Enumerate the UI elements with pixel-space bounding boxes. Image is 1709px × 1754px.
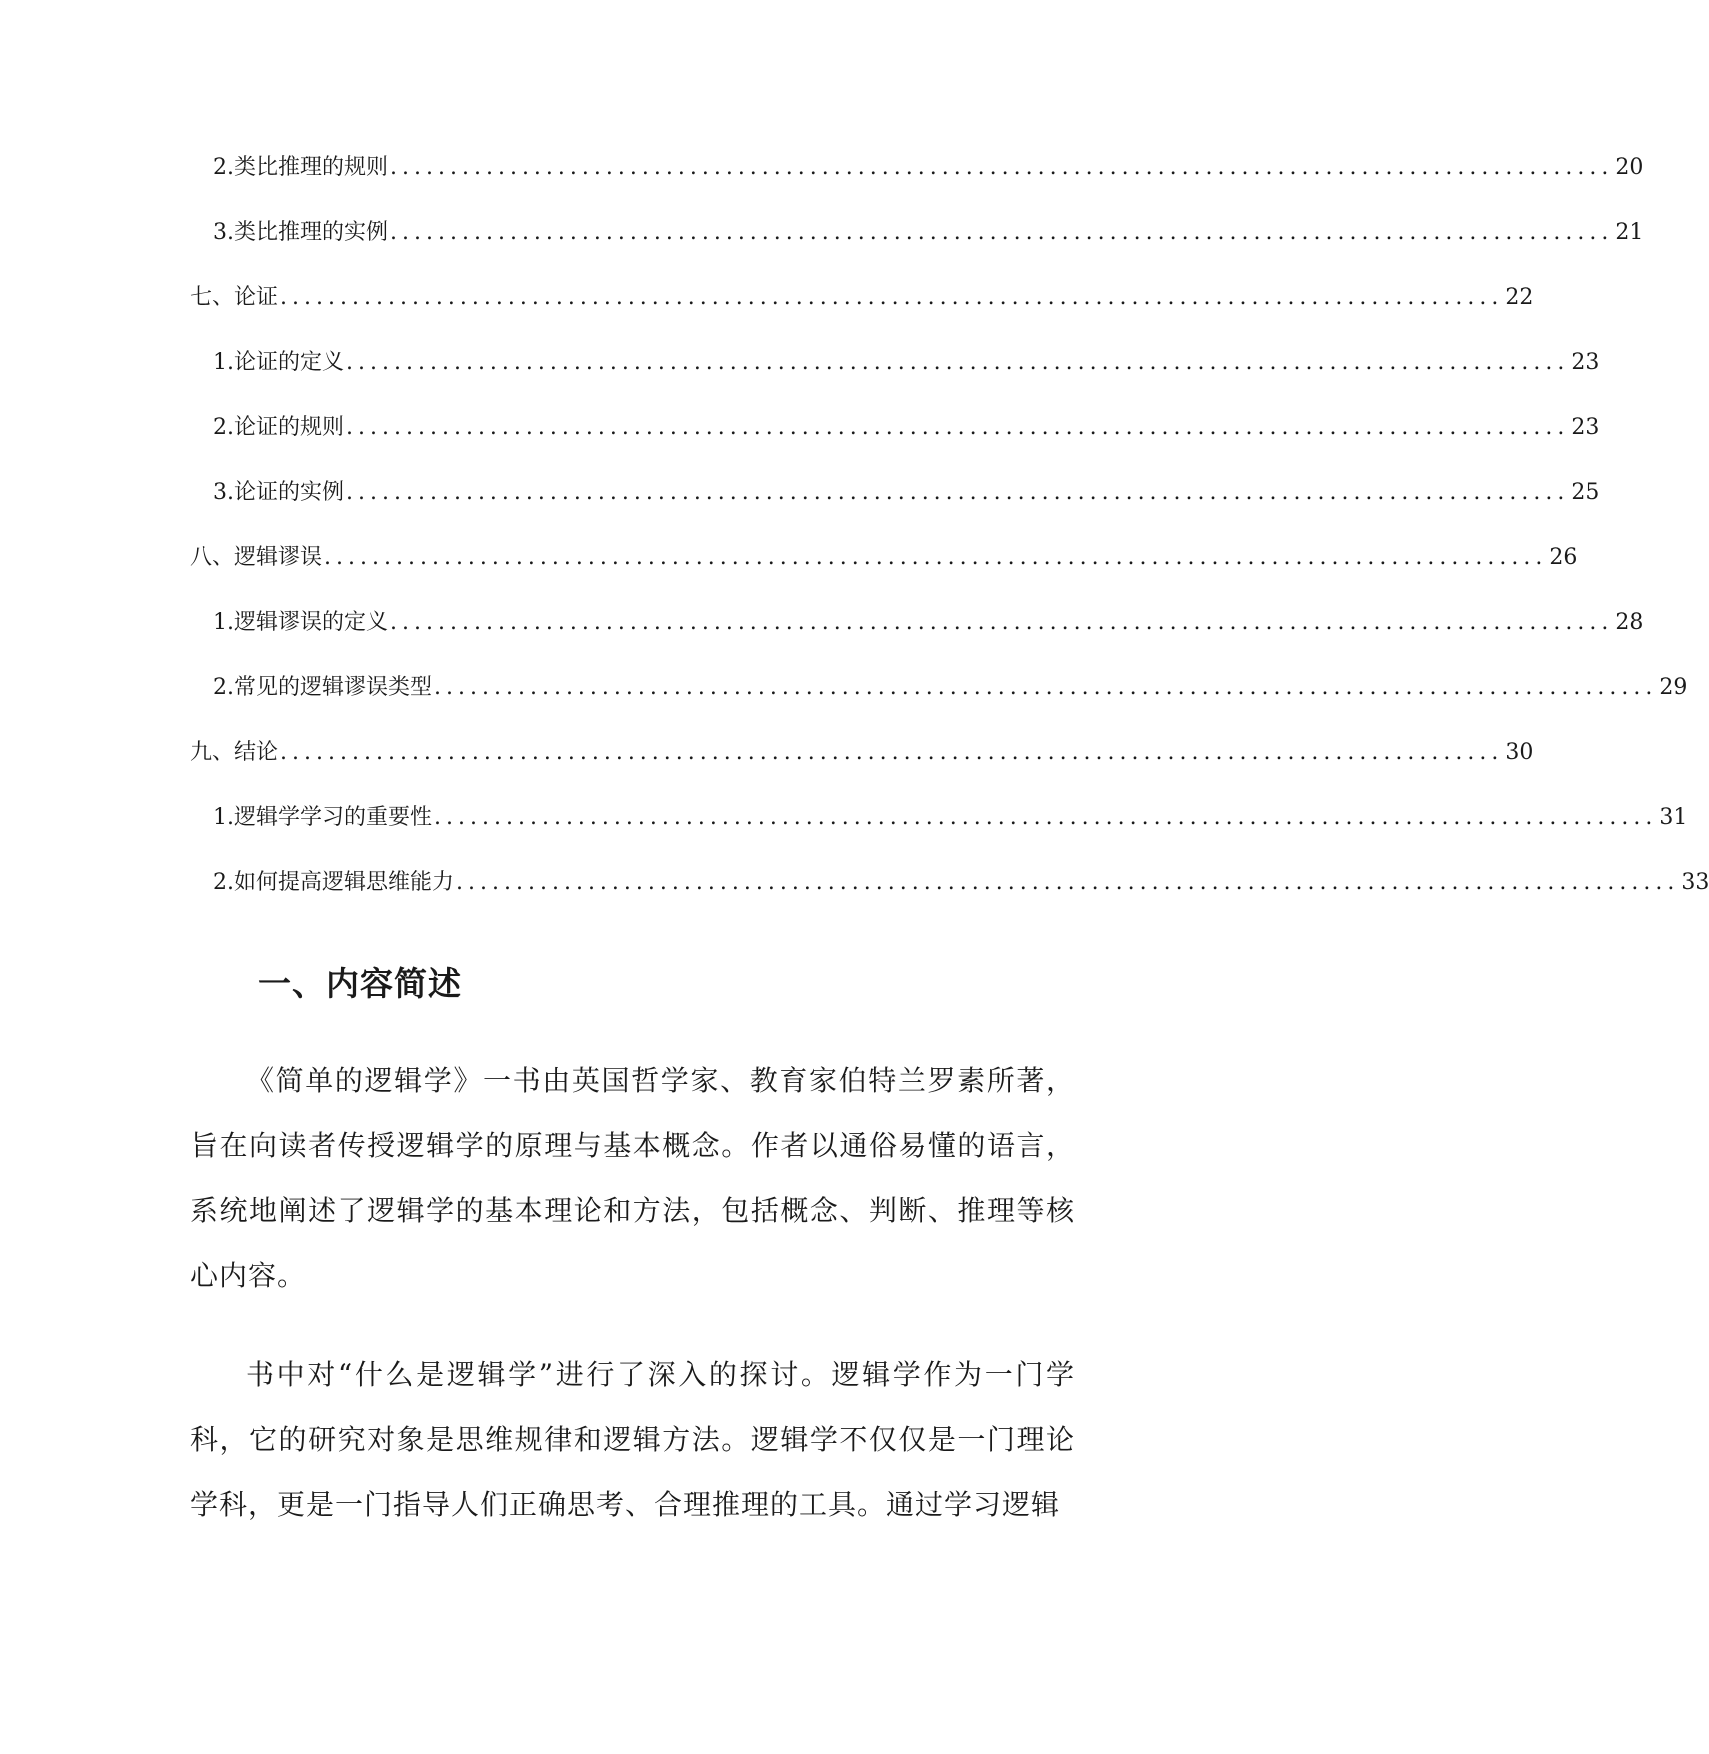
toc-dot-leader: ...................................................................................................... xyxy=(346,480,1570,505)
toc-entry-title: 八、逻辑谬误 xyxy=(190,545,323,570)
toc-entry[interactable] xyxy=(190,738,1534,768)
toc-entry-number: 3. xyxy=(213,220,234,245)
toc-entry[interactable] xyxy=(190,283,1534,313)
body-paragraph: 《简单的逻辑学》一书由英国哲学家、教育家伯特兰罗素所著，旨在向读者传授逻辑学的原理与基本概念。作者以通俗易懂的语言，系统地阐述了逻辑学的基本理论和方法，包括概念、判断、推理等核心内容。 xyxy=(190,1064,1075,1292)
toc-dot-leader: ...................................................................................................... xyxy=(280,285,1504,310)
toc-entry-title: 逻辑谬误的定义 xyxy=(234,610,389,635)
toc-entry-number: 2. xyxy=(213,415,234,440)
toc-entry-title: 论证的规则 xyxy=(234,415,345,440)
toc-entry-number: 3. xyxy=(213,480,234,505)
toc-entry[interactable] xyxy=(190,543,1578,573)
toc-entry[interactable] xyxy=(213,218,1644,248)
toc-entry-number: 2. xyxy=(213,675,234,700)
toc-entry-page: 25 xyxy=(1571,480,1600,505)
toc-entry-page: 29 xyxy=(1659,675,1688,700)
toc-dot-leader: ...................................................................................................... xyxy=(434,805,1658,830)
toc-entry-page: 22 xyxy=(1505,285,1534,310)
toc-entry-page: 21 xyxy=(1615,220,1644,245)
toc-entry-title: 如何提高逻辑思维能力 xyxy=(234,870,455,895)
toc-entry-title: 七、论证 xyxy=(190,285,279,310)
toc-entry-page: 33 xyxy=(1681,870,1709,895)
toc-entry-title: 论证的定义 xyxy=(234,350,345,375)
toc-entry[interactable] xyxy=(213,608,1644,638)
toc-entry-title: 类比推理的规则 xyxy=(234,155,389,180)
toc-entry-number: 1. xyxy=(213,610,234,635)
toc-entry-number: 2. xyxy=(213,870,234,895)
toc-entry-number: 1. xyxy=(213,350,234,375)
body-paragraph: 书中对“什么是逻辑学”进行了深入的探讨。逻辑学作为一门学科，它的研究对象是思维规律和逻辑方法。逻辑学不仅仅是一门理论学科，更是一门指导人们正确思考、合理推理的工具。通过学习逻辑 xyxy=(190,1358,1075,1521)
toc-dot-leader: ...................................................................................................... xyxy=(434,675,1658,700)
toc-dot-leader: ...................................................................................................... xyxy=(390,220,1614,245)
toc-entry-page: 26 xyxy=(1549,545,1578,570)
toc-entry-title: 类比推理的实例 xyxy=(234,220,389,245)
toc-entry-page: 31 xyxy=(1659,805,1688,830)
toc-entry-title: 常见的逻辑谬误类型 xyxy=(234,675,433,700)
toc-dot-leader: ...................................................................................................... xyxy=(346,350,1570,375)
toc-entry[interactable] xyxy=(213,478,1600,508)
toc-entry-page: 28 xyxy=(1615,610,1644,635)
toc-dot-leader: ...................................................................................................... xyxy=(390,610,1614,635)
toc-entry-page: 23 xyxy=(1571,415,1600,440)
section-heading: 一、内容简述 xyxy=(258,964,462,1003)
toc-dot-leader: ...................................................................................................... xyxy=(346,415,1570,440)
toc-entry[interactable] xyxy=(213,803,1688,833)
toc-entry[interactable] xyxy=(213,348,1600,378)
toc-entry-title: 论证的实例 xyxy=(234,480,345,505)
toc-entry-page: 20 xyxy=(1615,155,1644,180)
toc-entry-number: 1. xyxy=(213,805,234,830)
toc-entry[interactable] xyxy=(213,413,1600,443)
toc-dot-leader: ...................................................................................................... xyxy=(280,740,1504,765)
toc-entry[interactable] xyxy=(213,868,1709,898)
toc-entry-title: 逻辑学学习的重要性 xyxy=(234,805,433,830)
toc-dot-leader: ...................................................................................................... xyxy=(324,545,1548,570)
toc-entry-page: 23 xyxy=(1571,350,1600,375)
toc-entry-page: 30 xyxy=(1505,740,1534,765)
toc-entry[interactable] xyxy=(213,673,1688,703)
toc-dot-leader: ...................................................................................................... xyxy=(456,870,1680,895)
toc-dot-leader: ...................................................................................................... xyxy=(390,155,1614,180)
toc-entry-number: 2. xyxy=(213,155,234,180)
toc-entry-title: 九、结论 xyxy=(190,740,279,765)
toc-entry[interactable] xyxy=(213,153,1644,183)
